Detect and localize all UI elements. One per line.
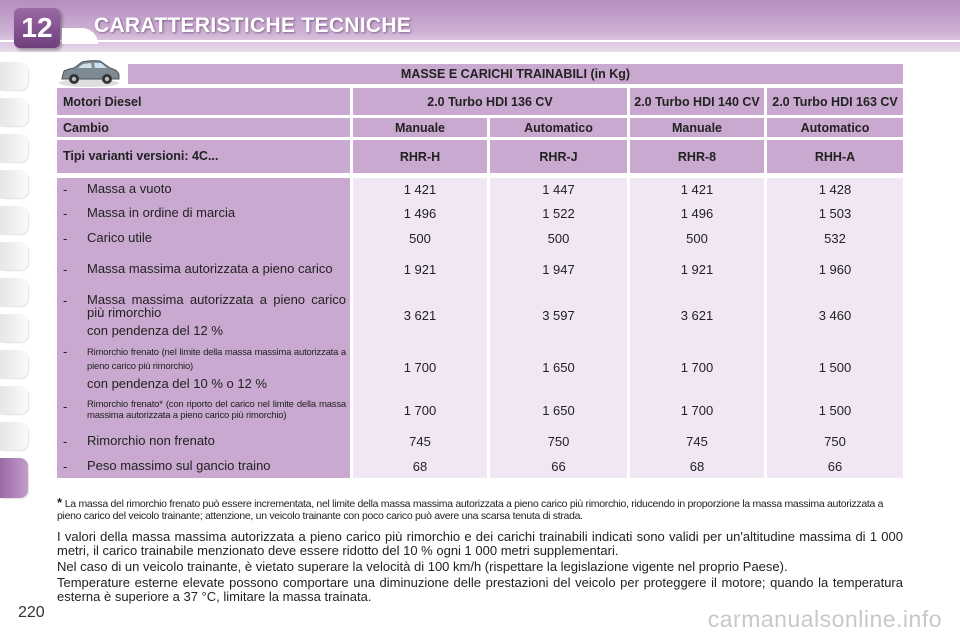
table-row: [57, 251, 903, 287]
row-value: 66: [490, 454, 630, 478]
car-icon: [56, 58, 122, 88]
row-label: [57, 226, 353, 251]
engine-136: 2.0 Turbo HDI 136 CV: [353, 88, 630, 118]
paragraph-temperature: Temperature esterne elevate possono comportare una diminuzione delle prestazioni del veicolo per proteggere il motore; quando la temperatura esterna è superiore a 37 °C, limitare la massa trainata.: [57, 575, 903, 604]
row-label: [57, 201, 353, 226]
footnote: [57, 497, 903, 522]
row-value: 1 650: [490, 343, 630, 391]
row-label-text: Massa massima autorizzata a pieno carico: [87, 260, 333, 276]
row-value: 750: [767, 429, 903, 454]
row-label-text: Massa in ordine di marcia: [87, 205, 236, 220]
row-dash: -: [63, 206, 68, 221]
row-value: 532: [767, 226, 903, 251]
paragraph-speed: Nel caso di un veicolo trainante, è vietato superare la velocità di 100 km/h (rispettare la legislazione vigente nel proprio Paese).: [57, 559, 788, 574]
watermark: carmanualsonline.info: [707, 606, 942, 632]
engine-140: 2.0 Turbo HDI 140 CV: [630, 88, 767, 118]
row-value: 1 921: [353, 251, 490, 287]
table-row: [57, 287, 903, 343]
gearbox-4: Automatico: [767, 118, 903, 140]
gearbox-2: Automatico: [490, 118, 630, 140]
chapter-tab-10[interactable]: [0, 386, 28, 414]
table-row: [57, 343, 903, 391]
row-value: 1 496: [353, 201, 490, 226]
row-value: 1 496: [630, 201, 767, 226]
row-sublabel: con pendenza del 10 % o 12 %: [87, 375, 267, 391]
chapter-tab-1[interactable]: [0, 62, 28, 90]
row-value: 3 597: [490, 287, 630, 343]
row-label: [57, 391, 353, 429]
row-value: 745: [630, 429, 767, 454]
row-value: 1 960: [767, 251, 903, 287]
row-value: 745: [353, 429, 490, 454]
footnote-text: La massa del rimorchio frenato può essere incrementata, nel limite della massa massima autorizzata a pieno carico più rimorchio, riducendo in proporzione la massa massima autorizzata a pieno carico del veicolo trainante; attenzione, un veicolo trainante con poco carico può avere una scarsa tenuta di strada.: [57, 498, 884, 522]
chapter-tab-7[interactable]: [0, 278, 28, 306]
row-value: 1 421: [630, 178, 767, 201]
paragraph-altitude: I valori della massa massima autorizzata a pieno carico più rimorchio e dei carichi trainabili indicati sono validi per un'altitudine massima di 1 000 metri, il carico trainabile menzionato deve essere ridotto del 10 % ogni 1 000 metri supplementari.: [57, 529, 903, 558]
row-label-text: Peso massimo sul gancio traino: [87, 457, 271, 473]
row-value: 1 650: [490, 391, 630, 429]
chapter-tab-11[interactable]: [0, 422, 28, 450]
row-label: [57, 178, 353, 201]
table-row: [57, 176, 903, 201]
row-value: 750: [490, 429, 630, 454]
engine-163: 2.0 Turbo HDI 163 CV: [767, 88, 903, 118]
row-value: 500: [490, 226, 630, 251]
row-value: 1 921: [630, 251, 767, 287]
chapter-tabs: [0, 62, 32, 506]
variants-row: [57, 140, 903, 176]
row-value: 1 700: [353, 343, 490, 391]
row-value: 1 503: [767, 201, 903, 226]
row-value: 500: [353, 226, 490, 251]
chapter-tab-4[interactable]: [0, 170, 28, 198]
row-value: 1 522: [490, 201, 630, 226]
gearbox-row: [57, 118, 903, 140]
variant-2: RHR-J: [490, 140, 630, 176]
row-dash: -: [63, 343, 68, 359]
page-title: CARATTERISTICHE TECNICHE: [94, 14, 412, 37]
variants-label: Tipi varianti versioni: 4C...: [57, 140, 353, 176]
row-value: 1 428: [767, 178, 903, 201]
row-label-text: Massa a vuoto: [87, 181, 172, 196]
chapter-tab-5[interactable]: [0, 206, 28, 234]
table-row: [57, 201, 903, 226]
row-dash: -: [63, 458, 68, 474]
row-value: 1 700: [353, 391, 490, 429]
row-value: 1 447: [490, 178, 630, 201]
gearbox-3: Manuale: [630, 118, 767, 140]
row-value: 1 500: [767, 391, 903, 429]
row-label: [57, 454, 353, 478]
row-value: 66: [767, 454, 903, 478]
row-label-group: [87, 344, 346, 391]
chapter-badge: 12: [14, 8, 60, 48]
row-label-text: Rimorchio frenato (nel limite della massa massima autorizzata a pieno carico più rimorchio): [87, 346, 346, 372]
variant-4: RHH-A: [767, 140, 903, 176]
row-value: 500: [630, 226, 767, 251]
specs-table: [57, 88, 903, 480]
row-sublabel: con pendenza del 12 %: [87, 322, 223, 338]
row-value: 1 947: [490, 251, 630, 287]
row-value: 1 700: [630, 343, 767, 391]
row-label: [57, 429, 353, 454]
row-dash: -: [63, 292, 68, 308]
table-row: [57, 391, 903, 429]
row-dash: -: [63, 231, 68, 246]
row-value: 1 700: [630, 391, 767, 429]
engine-row: [57, 88, 903, 118]
row-dash: -: [63, 434, 68, 449]
row-value: 1 500: [767, 343, 903, 391]
table-row: [57, 429, 903, 454]
row-value: 68: [630, 454, 767, 478]
variant-3: RHR-8: [630, 140, 767, 176]
chapter-tab-8[interactable]: [0, 314, 28, 342]
row-label: [57, 287, 353, 343]
row-value: 3 621: [353, 287, 490, 343]
row-label: [57, 343, 353, 391]
chapter-tab-9[interactable]: [0, 350, 28, 378]
row-label-text: Massa massima autorizzata a pieno carico più rimorchio: [87, 291, 346, 320]
page-number: 220: [18, 604, 45, 621]
row-value: 3 621: [630, 287, 767, 343]
chapter-tab-12-active[interactable]: [0, 458, 28, 498]
footnote-marker: *: [57, 495, 62, 510]
chapter-tab-3[interactable]: [0, 134, 28, 162]
gearbox-1: Manuale: [353, 118, 490, 140]
chapter-tab-2[interactable]: [0, 98, 28, 126]
row-label-group: [87, 293, 346, 338]
table-row: [57, 226, 903, 251]
row-label: [57, 251, 353, 287]
table-title: MASSE E CARICHI TRAINABILI (in Kg): [128, 64, 903, 84]
variant-1: RHR-H: [353, 140, 490, 176]
row-dash: -: [63, 399, 68, 414]
row-label-text: Carico utile: [87, 230, 153, 245]
table-row: [57, 454, 903, 480]
row-label-text: Rimorchio non frenato: [87, 433, 215, 448]
row-dash: -: [63, 261, 68, 277]
row-value: 68: [353, 454, 490, 478]
chapter-tab-6[interactable]: [0, 242, 28, 270]
engine-label: Motori Diesel: [57, 88, 353, 118]
row-value: 1 421: [353, 178, 490, 201]
row-value: 3 460: [767, 287, 903, 343]
gearbox-label: Cambio: [57, 118, 353, 140]
header-stripe: [0, 40, 960, 42]
row-dash: -: [63, 182, 68, 197]
row-label-text: Rimorchio frenato* (con riporto del carico nel limite della massa massima autorizzata a pieno carico più rimorchio): [87, 399, 346, 421]
